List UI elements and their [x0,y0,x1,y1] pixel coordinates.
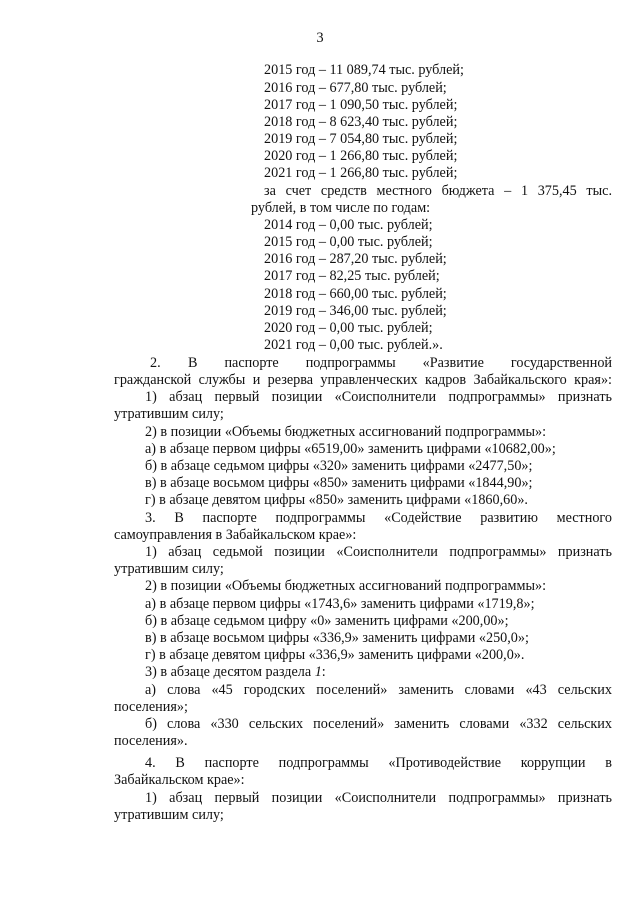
paragraph-line: утратившим силу; [114,561,224,577]
paragraph-line: а) в абзаце первом цифры «6519,00» заменить цифрами «10682,00»; [145,441,556,457]
paragraph-line: б) в абзаце седьмом цифры «320» заменить цифрами «2477,50»; [145,458,533,474]
list-item: 2016 год – 677,80 тыс. рублей; [264,80,447,96]
list-item: 2017 год – 82,25 тыс. рублей; [264,268,440,284]
paragraph-line: г) в абзаце девятом цифры «336,9» заменить цифрами «200,0». [145,647,525,663]
paragraph-line: г) в абзаце девятом цифры «850» заменить цифрами «1860,60». [145,492,528,508]
list-item: 2021 год – 0,00 тыс. рублей.». [264,337,443,353]
list-item: 2021 год – 1 266,80 тыс. рублей; [264,165,458,181]
paragraph-line: утратившим силу; [114,807,224,823]
paragraph-line: а) в абзаце первом цифры «1743,6» заменить цифрами «1719,8»; [145,596,535,612]
paragraph-line: 3. В паспорте подпрограммы «Содействие развитию местного [145,510,612,526]
paragraph-line: 3) в абзаце десятом раздела 1: [145,664,326,680]
list-item: 2014 год – 0,00 тыс. рублей; [264,217,433,233]
paragraph-line: в) в абзаце восьмом цифры «850» заменить цифрами «1844,90»; [145,475,533,491]
paragraph-line: а) слова «45 городских поселений» заменить словами «43 сельских [145,682,612,698]
list-item: 2017 год – 1 090,50 тыс. рублей; [264,97,458,113]
local-budget-line: за счет средств местного бюджета – 1 375,45 тыс. [264,183,612,199]
paragraph-line: самоуправления в Забайкальском крае»: [114,527,357,543]
paragraph-line: Забайкальском крае»: [114,772,245,788]
list-item: 2015 год – 11 089,74 тыс. рублей; [264,62,464,78]
paragraph-line: поселения»; [114,699,188,715]
paragraph-line: 2) в позиции «Объемы бюджетных ассигнований подпрограммы»: [145,578,547,594]
list-item: 2016 год – 287,20 тыс. рублей; [264,251,447,267]
paragraph-line: в) в абзаце восьмом цифры «336,9» заменить цифрами «250,0»; [145,630,529,646]
list-item: 2019 год – 7 054,80 тыс. рублей; [264,131,458,147]
paragraph-line: утратившим силу; [114,406,224,422]
paragraph-line: 2) в позиции «Объемы бюджетных ассигнований подпрограммы»: [145,424,547,440]
item-number: 2. [150,355,161,371]
list-item: 2020 год – 1 266,80 тыс. рублей; [264,148,458,164]
paragraph-line: б) слова «330 сельских поселений» заменить словами «332 сельских [145,716,612,732]
paragraph-line: 1) абзац первый позиции «Соисполнители подпрограммы» признать [145,790,612,806]
local-budget-line: рублей, в том числе по годам: [251,200,431,216]
paragraph-line: б) в абзаце седьмом цифру «0» заменить цифрами «200,00»; [145,613,509,629]
paragraph-line: 4. В паспорте подпрограммы «Противодействие коррупции в [145,755,612,771]
list-item: 2019 год – 346,00 тыс. рублей; [264,303,447,319]
paragraph-line: 1) абзац первый позиции «Соисполнители подпрограммы» признать [145,389,612,405]
list-item: 2015 год – 0,00 тыс. рублей; [264,234,433,250]
paragraph-line: гражданской службы и резерва управленческих кадров Забайкальского края»: [114,372,612,388]
paragraph-line: 1) абзац седьмой позиции «Соисполнители подпрограммы» признать [145,544,612,560]
list-item: 2020 год – 0,00 тыс. рублей; [264,320,433,336]
paragraph-line: поселения». [114,733,188,749]
paragraph-line: В паспорте подпрограммы «Развитие государственной [188,355,612,371]
list-item: 2018 год – 8 623,40 тыс. рублей; [264,114,458,130]
list-item: 2018 год – 660,00 тыс. рублей; [264,286,447,302]
page-number: 3 [316,30,324,46]
